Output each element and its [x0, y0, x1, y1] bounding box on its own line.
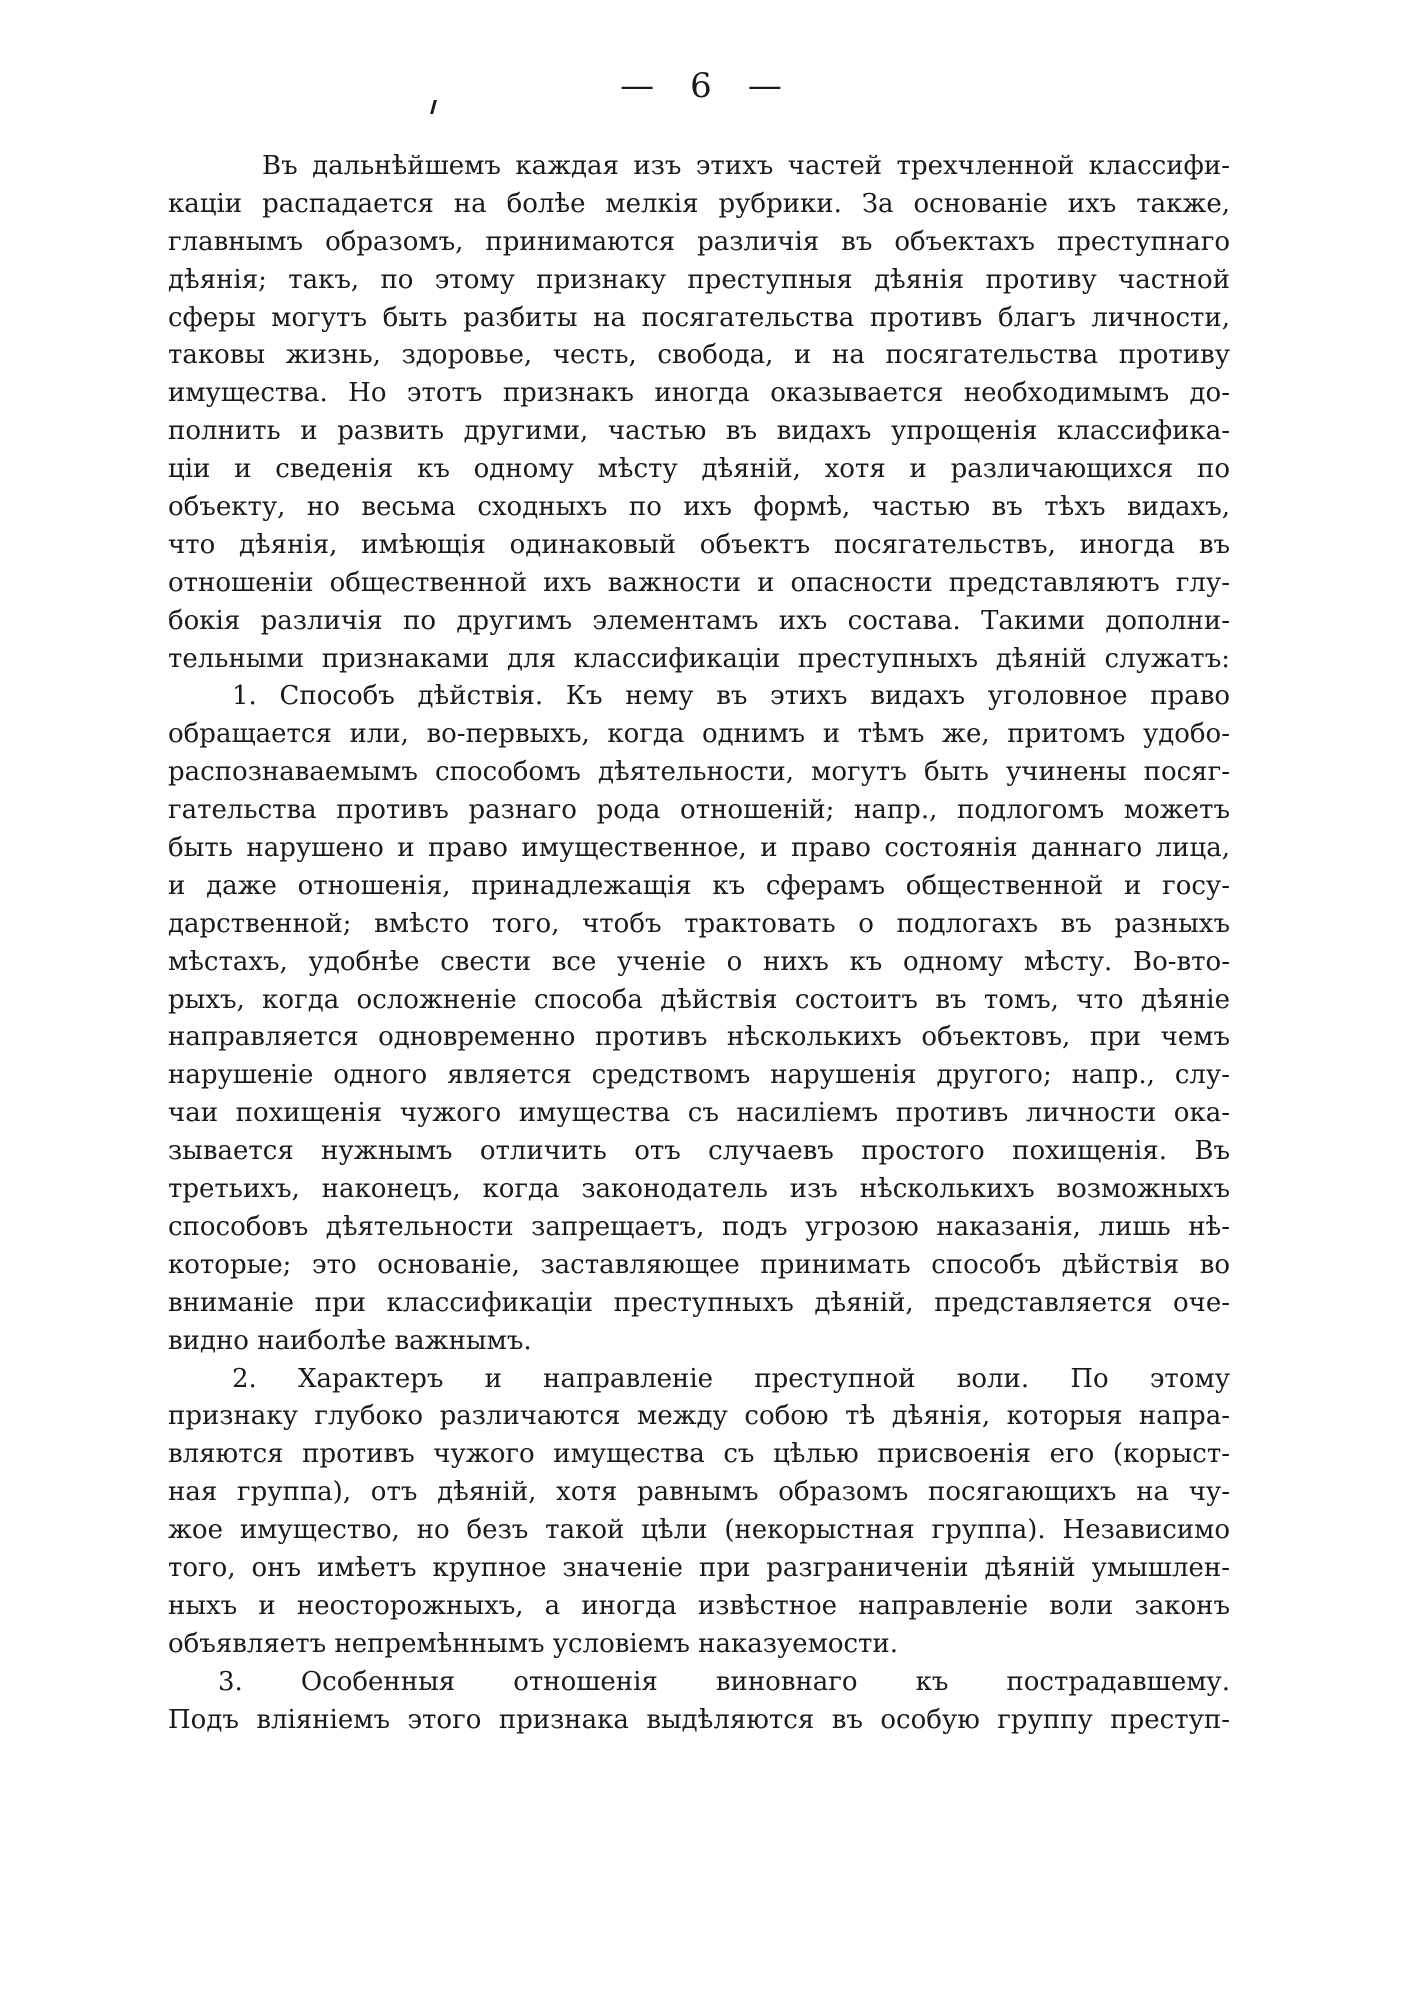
text-line: вляются противъ чужого имущества съ цѣлью присвоенія его (корыст-: [168, 1439, 1230, 1470]
text-line: чаи похищенія чужого имущества съ насиліемъ противъ личности ока-: [168, 1098, 1230, 1129]
text-line: что дѣянія, имѣющія одинаковый объектъ посягательствъ, иногда въ: [168, 529, 1230, 560]
text-line: способовъ дѣятельности запрещаетъ, подъ угрозою наказанія, лишь нѣ-: [168, 1211, 1230, 1242]
numbered-item-heading: 3. Особенныя отношенія виновнаго къ пострадавшему.: [218, 1666, 1230, 1697]
text-line: жое имущество, но безъ такой цѣли (некорыстная группа). Независимо: [168, 1515, 1230, 1546]
text-line: мѣстахъ, удобнѣе свести все ученіе о нихъ къ одному мѣсту. Во-вто-: [168, 946, 1230, 977]
text-line: отношеніи общественной ихъ важности и опасности представляютъ глу-: [168, 567, 1230, 598]
header-dash-left: —: [620, 66, 657, 106]
text-line: полнить и развить другими, частью въ видахъ упрощенія классифика-: [168, 416, 1230, 447]
text-line: Въ дальнѣйшемъ каждая изъ этихъ частей трехчленной классифи-: [262, 151, 1230, 181]
text-line: признаку глубоко различаются между собою тѣ дѣянія, которыя напра-: [168, 1401, 1230, 1432]
text-line: рыхъ, когда осложненіе способа дѣйствія состоитъ въ томъ, что дѣяніе: [168, 984, 1230, 1015]
header-dash-right: —: [747, 66, 784, 106]
text-line: которые; это основаніе, заставляющее принимать способъ дѣйствія во: [168, 1249, 1230, 1280]
page-number: 6: [690, 66, 714, 106]
text-line: вниманіе при классификаціи преступныхъ дѣяній, представляется оче-: [168, 1287, 1230, 1318]
text-line: таковы жизнь, здоровье, честь, свобода, и на посягательства противу: [168, 340, 1230, 371]
text-line: объявляетъ непремѣннымъ условіемъ наказуемости.: [168, 1628, 899, 1659]
text-line: и даже отношенія, принадлежащія къ сферамъ общественной и госу-: [168, 870, 1230, 901]
page-header: [0, 66, 1404, 106]
text-line: того, онъ имѣетъ крупное значеніе при разграниченіи дѣяній умышлен-: [168, 1552, 1230, 1583]
text-line: имущества. Но этотъ признакъ иногда оказывается необходимымъ до-: [168, 378, 1230, 409]
text-line: зывается нужнымъ отличить отъ случаевъ простого похищенія. Въ: [168, 1136, 1230, 1167]
text-line: видно наиболѣе важнымъ.: [168, 1325, 532, 1356]
text-line: гательства противъ разнаго рода отношеній; напр., подлогомъ можетъ: [168, 795, 1230, 826]
text-line: тельными признаками для классификаціи преступныхъ дѣяній служатъ:: [168, 643, 1230, 674]
text-line: главнымъ образомъ, принимаются различія въ объектахъ преступнаго: [168, 226, 1230, 257]
text-line: распознаваемымъ способомъ дѣятельности, могутъ быть учинены посяг-: [168, 757, 1230, 788]
text-line: ціи и сведенія къ одному мѣсту дѣяній, хотя и различающихся по: [168, 454, 1230, 485]
text-line: дѣянія; такъ, по этому признаку преступныя дѣянія противу частной: [168, 264, 1230, 295]
text-line: каціи распадается на болѣе мелкія рубрики. За основаніе ихъ также,: [168, 188, 1230, 219]
text-line: бокія различія по другимъ элементамъ ихъ состава. Такими дополни-: [168, 605, 1230, 636]
text-line: обращается или, во-первыхъ, когда однимъ и тѣмъ же, притомъ удобо-: [168, 719, 1230, 750]
numbered-item-heading: 1. Способъ дѣйствія. Къ нему въ этихъ видахъ уголовное право: [232, 681, 1230, 712]
text-line: сферы могутъ быть разбиты на посягательства противъ благъ личности,: [168, 302, 1230, 333]
text-line: третьихъ, наконецъ, когда законодатель изъ нѣсколькихъ возможныхъ: [168, 1174, 1230, 1205]
text-line: ныхъ и неосторожныхъ, а иногда извѣстное направленіе воли законъ: [168, 1590, 1230, 1621]
text-line: направляется одновременно противъ нѣсколькихъ объектовъ, при чемъ: [168, 1022, 1230, 1053]
numbered-item-heading: 2. Характеръ и направленіе преступной воли. По этому: [232, 1363, 1230, 1394]
text-line: нарушеніе одного является средствомъ нарушенія другого; напр., слу-: [168, 1060, 1230, 1091]
body-text: [168, 148, 1230, 1739]
text-line: дарственной; вмѣсто того, чтобъ трактовать о подлогахъ въ разныхъ: [168, 908, 1230, 939]
text-line: быть нарушено и право имущественное, и право состоянія даннаго лица,: [168, 833, 1230, 864]
text-line: Подъ вліяніемъ этого признака выдѣляются въ особую группу преступ-: [168, 1704, 1230, 1735]
text-line: объекту, но весьма сходныхъ по ихъ формѣ, частью въ тѣхъ видахъ,: [168, 492, 1230, 523]
text-line: ная группа), отъ дѣяній, хотя равнымъ образомъ посягающихъ на чу-: [168, 1477, 1230, 1508]
